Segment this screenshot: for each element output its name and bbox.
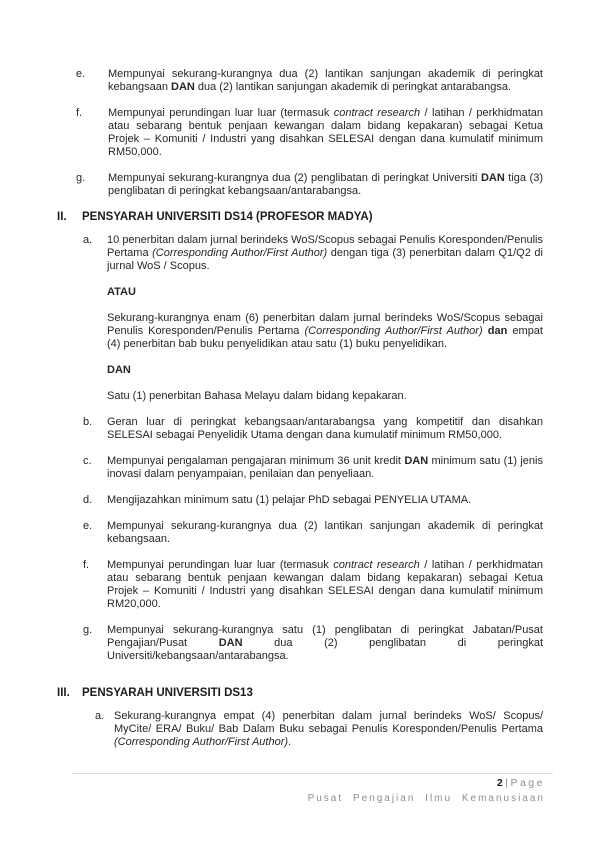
page-number: 2 bbox=[496, 777, 506, 789]
text-segment: (Corresponding Author/First Author) bbox=[114, 736, 289, 748]
text-segment: Mempunyai pengalaman pengajaran minimum 36 unit kredit bbox=[107, 455, 405, 467]
page-word: Page bbox=[510, 777, 545, 789]
text-segment: Satu (1) penerbitan Bahasa Melayu dalam bidang kepakaran. bbox=[107, 390, 407, 402]
page-number-line bbox=[72, 777, 545, 790]
item-paragraph bbox=[107, 234, 543, 273]
document-section bbox=[0, 68, 600, 198]
text-segment: dua (2) lantikan sanjungan akademik di peringkat antarabangsa. bbox=[194, 81, 511, 93]
text-segment: tiga (3) penglibatan di peringkat kebangsaan/antarabangsa. bbox=[108, 172, 543, 197]
list-item bbox=[0, 68, 600, 94]
text-segment: DAN bbox=[218, 637, 243, 649]
text-segment: DAN bbox=[171, 81, 195, 93]
text-segment: . bbox=[288, 736, 292, 748]
item-body bbox=[107, 416, 543, 442]
text-segment: DAN bbox=[480, 172, 505, 184]
item-label: f. bbox=[83, 559, 90, 571]
item-paragraph bbox=[107, 520, 543, 546]
list-item bbox=[0, 624, 600, 663]
list-item bbox=[0, 520, 600, 546]
item-body bbox=[107, 624, 543, 663]
item-body bbox=[107, 455, 543, 481]
list-item bbox=[0, 172, 600, 198]
text-segment: dua (2) penglibatan di peringkat Universiti/kebangsaan/antarabangsa. bbox=[107, 637, 544, 662]
text-segment: contract research bbox=[333, 559, 420, 571]
list-item bbox=[0, 559, 600, 611]
text-segment: empat (4) penerbitan bab buku penyelidikan atau satu (1) buku penyelidikan. bbox=[107, 325, 543, 350]
item-body bbox=[107, 559, 543, 611]
item-body bbox=[107, 520, 543, 546]
list-item bbox=[0, 455, 600, 481]
text-segment: DAN bbox=[404, 455, 429, 467]
item-body bbox=[114, 710, 543, 749]
item-label: a. bbox=[83, 234, 93, 246]
item-label: e. bbox=[83, 520, 93, 532]
item-label: c. bbox=[83, 455, 92, 467]
text-segment: Mempunyai sekurang-kurangnya dua (2) lantikan sanjungan akademik di peringkat kebangsaan bbox=[108, 68, 543, 93]
item-body bbox=[108, 107, 543, 159]
item-paragraph bbox=[107, 559, 543, 611]
item-label: b. bbox=[83, 416, 93, 428]
item-body bbox=[107, 234, 543, 403]
text-segment: dan bbox=[487, 325, 508, 337]
section-heading bbox=[0, 687, 600, 700]
item-body bbox=[108, 172, 543, 198]
text-segment: Sekurang-kurangnya empat (4) penerbitan dalam jurnal berindeks WoS/ Scopus/ MyCite/ ERA/ Buku/ Bab Dalam Buku sebagai Penulis Koresponden/Penulis Pertama bbox=[114, 710, 543, 735]
item-paragraph bbox=[107, 624, 543, 663]
section-numeral: II. bbox=[57, 211, 67, 223]
list-item bbox=[0, 234, 600, 403]
item-paragraph bbox=[107, 390, 543, 403]
page-footer bbox=[72, 773, 553, 805]
list-item bbox=[0, 416, 600, 442]
section-heading bbox=[0, 211, 600, 224]
item-paragraph bbox=[107, 312, 543, 351]
text-segment: Mempunyai perundingan luar luar (termasuk bbox=[108, 107, 334, 119]
item-paragraph bbox=[108, 68, 543, 94]
text-segment: Geran luar di peringkat kebangsaan/antarabangsa yang kompetitif dan disahkan SELESAI sebagai Penyelidik Utama dengan dana kumulatif minimum RM50,000. bbox=[107, 416, 543, 441]
text-segment: Mempunyai sekurang-kurangnya satu (1) penglibatan di peringkat Jabatan/Pusat Pengajian/Pusat bbox=[107, 624, 543, 649]
document-section bbox=[0, 211, 600, 663]
text-segment: Sekurang-kurangnya enam (6) penerbitan dalam jurnal berindeks WoS/Scopus sebagai Penulis Koresponden/Penulis Pertama bbox=[107, 312, 543, 337]
text-segment: DAN bbox=[107, 364, 131, 376]
text-segment: Mempunyai sekurang-kurangnya dua (2) lantikan sanjungan akademik di peringkat kebangsaan. bbox=[107, 520, 543, 545]
item-paragraph bbox=[107, 364, 543, 377]
item-paragraph bbox=[107, 494, 543, 507]
text-segment: (Corresponding Author/First Author) bbox=[152, 247, 328, 259]
list-item bbox=[0, 107, 600, 159]
item-label: d. bbox=[83, 494, 93, 506]
text-segment: Mengijazahkan minimum satu (1) pelajar PhD sebagai PENYELIA UTAMA. bbox=[107, 494, 472, 506]
list-item bbox=[0, 710, 600, 749]
section-title: PENSYARAH UNIVERSITI DS14 (PROFESOR MADYA) bbox=[82, 211, 373, 223]
text-segment: minimum satu (1) jenis inovasi dalam penyampaian, penilaian dan penyeliaan. bbox=[107, 455, 543, 480]
item-paragraph bbox=[107, 286, 543, 299]
item-label: f. bbox=[76, 107, 83, 119]
text-segment: ATAU bbox=[107, 286, 136, 298]
item-paragraph bbox=[107, 455, 543, 481]
item-body bbox=[107, 494, 543, 507]
item-body bbox=[108, 68, 543, 94]
text-segment: Mempunyai sekurang-kurangnya dua (2) penglibatan di peringkat Universiti bbox=[108, 172, 481, 184]
item-paragraph bbox=[107, 416, 543, 442]
text-segment: dengan tiga (3) penerbitan dalam Q1/Q2 di jurnal WoS / Scopus. bbox=[107, 247, 543, 272]
document-section bbox=[0, 687, 600, 749]
section-title: PENSYARAH UNIVERSITI DS13 bbox=[82, 687, 253, 699]
item-paragraph bbox=[108, 172, 543, 198]
text-segment: (Corresponding Author/First Author) bbox=[304, 325, 483, 337]
item-paragraph bbox=[108, 107, 543, 159]
document-body bbox=[0, 68, 600, 762]
text-segment: / latihan / perkhidmatan atau sebarang bentuk penjaan kewangan dalam bidang kepakaran) sebagai Ketua Projek – Komuniti / Industri yang disahkan SELESAI dengan dana kumulatif minimum RM50,000. bbox=[108, 107, 543, 158]
list-item bbox=[0, 494, 600, 507]
item-label: a. bbox=[95, 710, 105, 722]
text-segment: Mempunyai perundingan luar luar (termasuk bbox=[107, 559, 334, 571]
section-numeral: III. bbox=[57, 687, 70, 699]
item-paragraph bbox=[114, 710, 543, 749]
item-label: g. bbox=[76, 172, 86, 184]
text-segment: contract research bbox=[333, 107, 421, 119]
item-label: g. bbox=[83, 624, 93, 636]
text-segment: 10 penerbitan dalam jurnal berindeks WoS/Scopus sebagai Penulis Koresponden/Penulis Pertama bbox=[107, 234, 543, 259]
footer-separator: | bbox=[505, 777, 511, 789]
item-label: e. bbox=[76, 68, 86, 80]
footer-organization: Pusat Pengajian Ilmu Kemanusiaan bbox=[307, 793, 545, 804]
text-segment: / latihan / perkhidmatan atau sebarang bentuk penjaan kewangan dalam bidang kepakaran) sebagai Ketua Projek – Komuniti / Industri yang disahkan SELESAI dengan dana kumulatif minimum RM20,000. bbox=[107, 559, 544, 610]
